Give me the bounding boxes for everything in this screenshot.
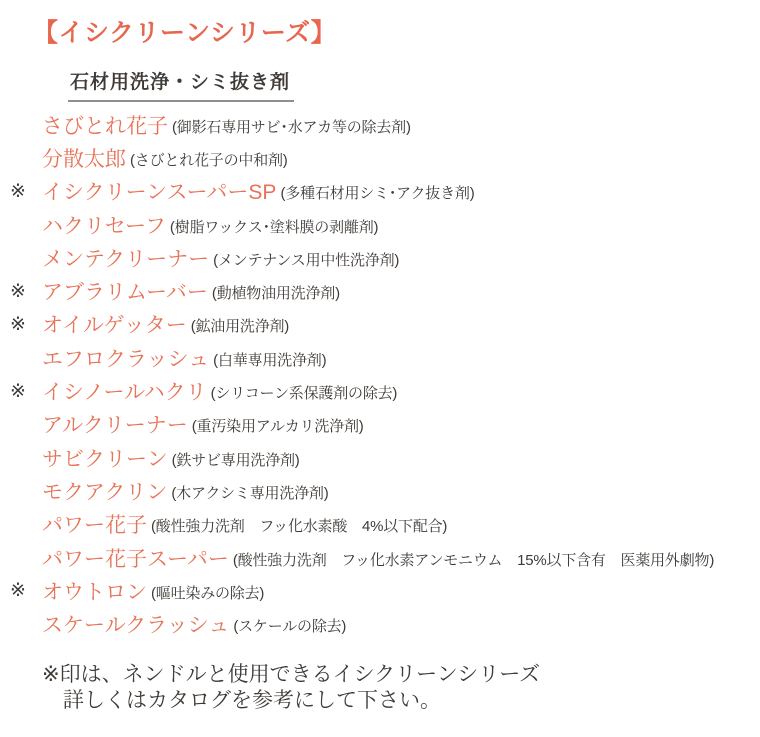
product-name: ハクリセーフ [42,214,166,238]
product-name: エフロクラッシュ [42,347,210,371]
footnote [42,662,540,714]
product-name: パワー花子 [42,514,147,538]
needle-compatible-mark: ※ [10,313,26,335]
product-row [0,274,760,307]
footnote-line-2: 詳しくはカタログを参考にして下さい。 [63,689,441,712]
product-description: (動植物油用洗浄剤) [211,285,340,303]
product-description: (スケールの除去) [233,618,347,636]
product-name: モクアクリン [42,480,168,504]
footnote-line-1: ※印は、ネンドルと使用できるイシクリーンシリーズ [42,663,541,686]
needle-compatible-mark: ※ [10,380,26,402]
needle-compatible-mark: ※ [10,180,26,202]
product-description: (白華専用洗浄剤) [213,351,327,369]
product-name: イシクリーンスーパーSP [42,181,277,205]
product-description: (嘔吐染みの除去) [151,584,265,602]
product-row [0,441,760,474]
product-name: アルクリーナー [42,414,188,438]
product-description: (さびとれ花子の中和剤) [130,151,288,169]
product-row [0,374,760,407]
product-name: 分散太郎 [42,147,126,171]
product-row [0,541,760,574]
product-description: (多種石材用シミ･アク抜き剤) [280,185,475,203]
product-description: (木アクシミ専用洗浄剤) [171,484,329,502]
product-row [0,408,760,441]
product-description: (メンテナンス用中性洗浄剤) [213,251,400,269]
product-name: オイルゲッター [42,314,187,338]
product-row [0,175,760,208]
product-name: アブラリムーバー [42,281,208,305]
product-row [0,308,760,341]
product-name: オウトロン [42,580,147,604]
product-row [0,607,760,640]
product-name: パワー花子スーパー [42,547,229,571]
product-description: (樹脂ワックス･塗料膜の剥離剤) [169,218,379,236]
product-row [0,474,760,507]
product-name: メンテクリーナー [42,247,210,271]
product-row [0,241,760,274]
product-name: イシノールハクリ [42,381,207,405]
product-name: さびとれ花子 [42,114,168,138]
needle-compatible-mark: ※ [10,280,26,302]
product-row [0,341,760,374]
product-description: (シリコーン系保護剤の除去) [210,385,398,403]
product-description: (酸性強力洗剤 フッ化水素アンモニウム 15%以下含有 医薬用外劇物) [232,551,715,569]
product-row [0,508,760,541]
subtitle-wrap [68,67,294,102]
product-description: (御影石専用サビ･水アカ等の除去剤) [172,118,411,136]
product-row [0,108,760,141]
product-description: (酸性強力洗剤 フッ化水素酸 4%以下配合) [151,518,448,536]
product-description: (重汚染用アルカリ洗浄剤) [191,418,364,436]
product-description: (鉱油用洗浄剤) [190,318,290,336]
category-subtitle: 石材用洗浄・シミ抜き剤 [68,67,294,102]
product-name: サビクリーン [42,447,168,471]
product-list [0,108,760,641]
product-row [0,208,760,241]
product-description: (鉄サビ専用洗浄剤) [171,451,300,469]
page-title: 【イシクリーンシリーズ】 [33,19,337,47]
product-row [0,574,760,607]
product-name: スケールクラッシュ [42,614,230,638]
needle-compatible-mark: ※ [10,580,26,602]
product-row [0,141,760,174]
